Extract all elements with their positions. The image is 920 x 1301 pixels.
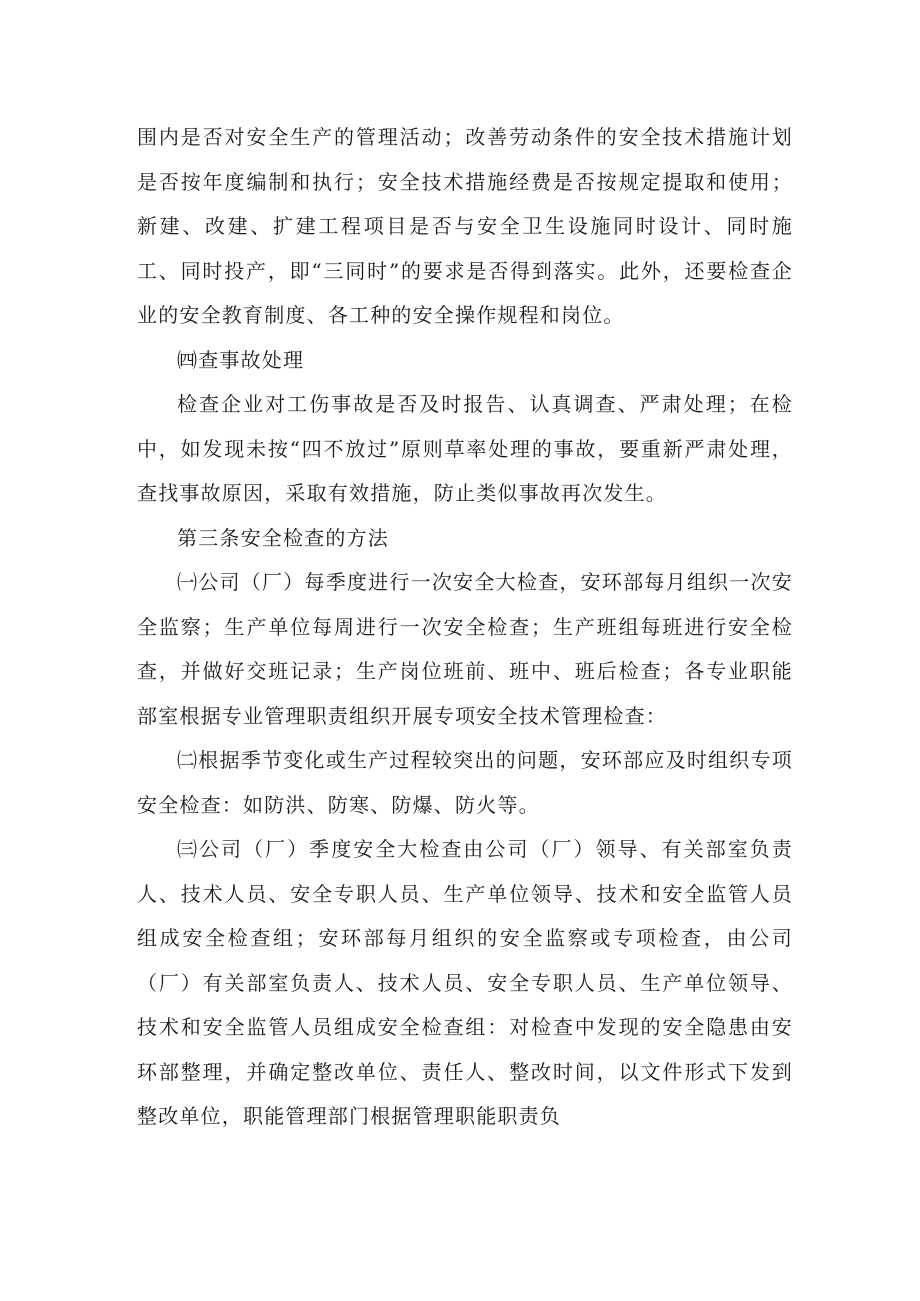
paragraph-method-2: ㈡根据季节变化或生产过程较突出的问题，安环部应及时组织专项安全检查：如防洪、防寒、防爆、防火等。 <box>137 748 793 817</box>
section-heading-accident-handling: ㈣查事故处理 <box>177 347 305 372</box>
paragraph-accident-handling: 检查企业对工伤事故是否及时报告、认真调查、严肃处理；在检中，如发现未按“四不放过”原则草率处理的事故，要重新严肃处理，查找事故原因，采取有效措施，防止类似事故再次发生。 <box>137 392 793 505</box>
paragraph-method-3: ㈢公司（厂）季度安全大检查由公司（厂）领导、有关部室负责人、技术人员、安全专职人员、生产单位领导、技术和安全监管人员组成安全检查组；安环部每月组织的安全监察或专项检查，由公司（厂）有关部室负责人、技术人员、安全专职人员、生产单位领导、技术和安全监管人员组成安全检查组：对检查中发现的安全隐患由安环部整理，并确定整改单位、责任人、整改时间，以文件形式下发到整改单位，职能管理部门根据管理职能职责负 <box>137 837 793 1128</box>
paragraph-method-1: ㈠公司（厂）每季度进行一次安全大检查，安环部每月组织一次安全监察；生产单位每周进行一次安全检查；生产班组每班进行安全检查，并做好交班记录；生产岗位班前、班中、班后检查；各专业职能部室根据专业管理职责组织开展专项安全技术管理检查： <box>137 570 793 728</box>
article-heading-inspection-methods: 第三条安全检查的方法 <box>177 525 389 550</box>
paragraph-continuation: 围内是否对安全生产的管理活动；改善劳动条件的安全技术措施计划是否按年度编制和执行；安全技术措施经费是否按规定提取和使用；新建、改建、扩建工程项目是否与安全卫生设施同时设计、同时施工、同时投产，即“三同时”的要求是否得到落实。此外，还要检查企业的安全教育制度、各工种的安全操作规程和岗位。 <box>137 125 793 327</box>
document-body <box>137 115 793 1139</box>
